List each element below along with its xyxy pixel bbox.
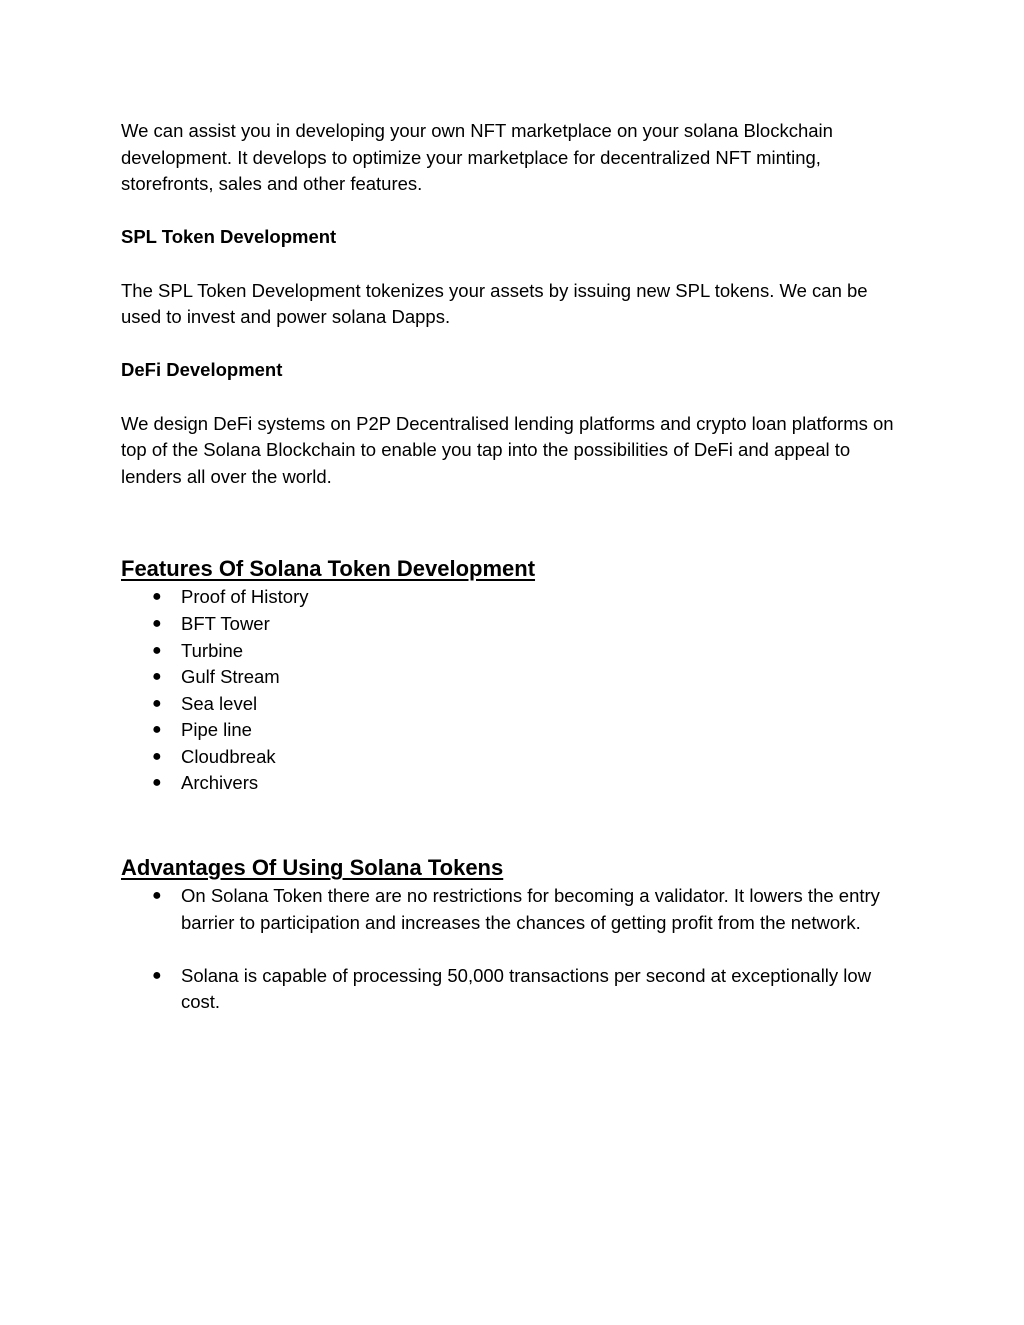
list-item (121, 963, 911, 1016)
defi-paragraph: We design DeFi systems on P2P Decentralised lending platforms and crypto loan platforms on top of the Solana Blockchain to enable you tap into the possibilities of DeFi and appeal to lenders all over the world. (121, 412, 894, 487)
bullet-icon: ● (152, 747, 162, 765)
list-item (121, 638, 911, 665)
bullet-icon: ● (152, 887, 162, 905)
list-item (121, 664, 911, 691)
list-item-label: Solana is capable of processing 50,000 transactions per second at exceptionally low cost. (181, 964, 872, 1013)
bullet-icon: ● (152, 694, 162, 712)
list-item (121, 584, 911, 611)
list-item-label: Cloudbreak (181, 745, 276, 767)
features-title: Features Of Solana Token Development (121, 556, 536, 582)
list-item (121, 691, 911, 718)
list-item-label: Sea level (181, 692, 258, 714)
bullet-icon: ● (152, 966, 162, 984)
advantages-title: Advantages Of Using Solana Tokens (121, 855, 504, 881)
bullet-icon: ● (152, 774, 162, 792)
list-item-label: Gulf Stream (181, 666, 280, 688)
list-item (121, 770, 911, 797)
bullet-icon: ● (152, 668, 162, 686)
list-item-label: Pipe line (181, 719, 252, 741)
bullet-icon: ● (152, 588, 162, 606)
list-item (121, 611, 911, 638)
bullet-icon: ● (152, 614, 162, 632)
defi-heading: DeFi Development (121, 359, 283, 381)
bullet-icon: ● (152, 721, 162, 739)
document-page (121, 118, 911, 1016)
list-item-label: Turbine (181, 639, 244, 661)
list-item (121, 717, 911, 744)
list-item-label: BFT Tower (181, 612, 270, 634)
spl-paragraph: The SPL Token Development tokenizes your assets by issuing new SPL tokens. We can be used to invest and power solana Dapps. (121, 279, 868, 328)
intro-paragraph: We can assist you in developing your own NFT marketplace on your solana Blockchain development. It develops to optimize your marketplace for decentralized NFT minting, storefronts, sales and other features. (121, 120, 833, 195)
list-item-label: On Solana Token there are no restrictions for becoming a validator. It lowers the entry barrier to participation and increases the chances of getting profit from the network. (181, 885, 880, 933)
list-item (121, 883, 911, 936)
bullet-icon: ● (152, 641, 162, 659)
list-item (121, 744, 911, 771)
spl-heading: SPL Token Development (121, 226, 337, 248)
list-item-label: Proof of History (181, 586, 309, 608)
advantages-list (121, 883, 911, 1016)
list-item-label: Archivers (181, 772, 259, 794)
features-list (121, 584, 911, 797)
